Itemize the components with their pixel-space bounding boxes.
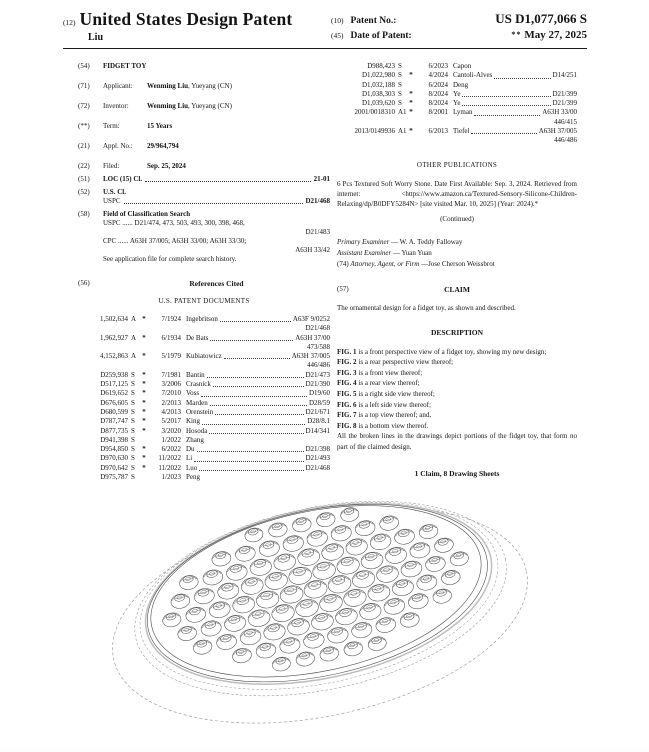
reference-row: D676,605 S * 2/2013 Marden D28/59 bbox=[100, 398, 330, 407]
patent-number: US D1,077,066 S bbox=[495, 11, 587, 26]
reference-row: 2013/0149936 A1 * 6/2013 Tiefel A63H 37/005 446/486 bbox=[354, 127, 577, 145]
field-loc-class: (51) LOC (15) Cl. 21-01 bbox=[78, 175, 330, 183]
field-classification-search: (58) Field of Classification Search USPC ...... D21/474, 473, 503, 493, 300, 398, 468, D21/483 CPC ...... A63H 37/005; A63H 33/00; A63H 33/30; A63H 33/42 See application file for complete search history. bbox=[78, 210, 330, 263]
figure-description-line: FIG. 8 is a bottom view thereof. bbox=[337, 421, 429, 430]
dot-leader bbox=[202, 417, 305, 424]
reference-row: D517,125 S * 3/2006 Crasnick D21/390 bbox=[100, 380, 330, 389]
reference-row: 2001/0018310 A1 * 8/2001 Lyman A63H 33/00 446/415 bbox=[354, 108, 577, 126]
dot-leader bbox=[209, 427, 303, 434]
figure-description-line: FIG. 2 is a rear perspective view thereof; bbox=[337, 358, 454, 367]
reference-row: D988,423 S 6/2023 Capon bbox=[367, 62, 472, 70]
right-column bbox=[337, 62, 577, 478]
page-title: United States Design Patent bbox=[79, 9, 293, 29]
dot-leader bbox=[194, 454, 303, 461]
header-right bbox=[321, 9, 587, 43]
reference-row: D877,735 S * 3/2020 Hosoda D14/341 bbox=[100, 426, 330, 435]
reference-row: D975,787 S 1/2023 Peng bbox=[100, 473, 200, 482]
other-publications-text: 6 Pcs Textured Soft Worry Stone. Date First Available: Sep. 3, 2024. Retrieved from internet: <https://www.amazon.ca/Textured-Sensory-Silicone-Children-Relaxing/dp/B0DFY5284N> [site visited Mar. 10, 2025] (Year: 2024).* bbox=[337, 179, 577, 208]
reference-row: 4,152,863 A * 5/1979 Kubiatowicz A63H 37/005 446/486 bbox=[100, 352, 330, 370]
term-asterisks: ** bbox=[511, 30, 522, 39]
assistant-examiner: Assistant Examiner — Yuan Yuan bbox=[337, 248, 432, 257]
dot-leader bbox=[215, 408, 303, 415]
reference-row: 1,962,927 A * 6/1934 De Bats A63H 37/00 473/588 bbox=[100, 333, 330, 351]
reference-row: D1,038,303 S * 8/2024 Ye D21/399 bbox=[361, 89, 577, 98]
claim-text: The ornamental design for a fidget toy, as shown and described. bbox=[337, 303, 516, 312]
date-code: (45) bbox=[331, 31, 344, 40]
inventor-surname: Liu bbox=[88, 32, 104, 43]
reference-row: D259,938 S * 7/1981 Bantin D21/473 bbox=[100, 370, 330, 379]
primary-examiner: Primary Examiner — W. A. Teddy Falloway bbox=[337, 237, 463, 246]
us-patent-documents-heading: U.S. PATENT DOCUMENTS bbox=[158, 297, 250, 305]
patent-no-code: (10) bbox=[331, 16, 344, 25]
field-title: (54) FIDGET TOY bbox=[78, 62, 147, 70]
field-appl-no: (21) Appl. No.: 29/964,794 bbox=[78, 142, 179, 150]
dot-leader bbox=[201, 389, 307, 396]
dot-leader bbox=[224, 352, 290, 359]
dot-leader bbox=[220, 315, 291, 322]
claims-sheets-note: 1 Claim, 8 Drawing Sheets bbox=[414, 468, 500, 478]
reference-row: D1,032,188 S 6/2024 Deng bbox=[361, 80, 469, 89]
reference-row: D970,630 S * 11/2022 Li D21/493 bbox=[100, 454, 330, 463]
dot-leader bbox=[213, 380, 304, 387]
date-label: Date of Patent: bbox=[350, 31, 412, 41]
dot-leader bbox=[474, 108, 540, 115]
figure-description-line: FIG. 4 is a rear view thereof; bbox=[337, 379, 420, 388]
left-column bbox=[78, 62, 330, 482]
field-applicant: (71) Applicant: Wenming Liu, Yueyang (CN) bbox=[78, 82, 232, 90]
dot-leader bbox=[207, 371, 304, 378]
attorney-agent-firm: (74) Attorney, Agent, or Firm —Jose Cherson Weissbrot bbox=[337, 259, 495, 268]
header-divider bbox=[63, 48, 587, 49]
header-left bbox=[63, 9, 321, 43]
reference-row: D941,398 S 1/2022 Zhang bbox=[100, 435, 204, 444]
references-cited-heading: (56) References Cited bbox=[78, 279, 244, 288]
figure-description-line: FIG. 3 is a front view thereof; bbox=[337, 368, 423, 377]
dot-leader bbox=[197, 445, 304, 452]
claim-heading: (57) CLAIM bbox=[337, 284, 470, 294]
field-us-class: (52) U.S. Cl. USPC D21/468 bbox=[78, 188, 330, 205]
field-inventor: (72) Inventor: Wenming Liu, Yueyang (CN) bbox=[78, 102, 232, 110]
figure-description-line: FIG. 7 is a top view thereof; and, bbox=[337, 411, 432, 420]
reference-row: D1,022,980 S * 4/2024 Cantoli-Alves D14/251 bbox=[361, 71, 577, 80]
references-table-left bbox=[78, 315, 330, 482]
figure-description-line: FIG. 6 is a left side view thereof; bbox=[337, 400, 431, 409]
reference-row: D619,652 S * 7/2010 Voss D19/60 bbox=[100, 389, 330, 398]
reference-row: D970,642 S * 11/2022 Luo D21/468 bbox=[100, 463, 330, 472]
continued-note: (Continued) bbox=[440, 214, 474, 223]
invention-title: FIDGET TOY bbox=[103, 62, 147, 70]
patent-no-label: Patent No.: bbox=[350, 16, 397, 26]
dot-leader bbox=[210, 399, 307, 406]
dot-leader bbox=[471, 127, 536, 134]
reference-row: D787,747 S * 5/2017 King D28/8.1 bbox=[100, 417, 330, 426]
field-filed: (22) Filed: Sep. 25, 2024 bbox=[78, 162, 186, 170]
dot-leader bbox=[462, 99, 550, 106]
figure-description-line: FIG. 1 is a front perspective view of a fidget toy, showing my new design; bbox=[337, 347, 547, 356]
reference-row: D1,039,620 S * 8/2024 Ye D21/399 bbox=[361, 99, 577, 108]
dot-leader bbox=[199, 464, 303, 471]
figure-description-line: FIG. 5 is a right side view thereof; bbox=[337, 390, 435, 399]
reference-row: 1,502,634 A * 7/1924 Ingebritson A63F 9/0252 D21/468 bbox=[100, 315, 330, 333]
dot-leader bbox=[462, 90, 550, 97]
dot-leader bbox=[145, 175, 311, 182]
patent-date: ** May 27, 2025 bbox=[511, 29, 587, 41]
dot-leader bbox=[124, 197, 303, 204]
figure-sheet bbox=[62, 486, 586, 747]
references-table-right bbox=[337, 62, 577, 146]
header bbox=[63, 9, 587, 43]
other-publications-heading: OTHER PUBLICATIONS bbox=[416, 160, 498, 169]
reference-row: D680,599 S * 4/2013 Orenstein D21/671 bbox=[100, 407, 330, 416]
description-heading: DESCRIPTION bbox=[430, 327, 484, 337]
dot-leader bbox=[210, 334, 293, 341]
figure-description-list bbox=[337, 347, 577, 432]
dot-leader bbox=[494, 71, 550, 78]
broken-lines-note: All the broken lines in the drawings depict portions of the fidget toy, that form no part of the claimed design. bbox=[337, 432, 577, 452]
field-term: (**) Term: 15 Years bbox=[78, 122, 173, 130]
kind-code: (12) bbox=[63, 18, 76, 27]
reference-row: D954,850 S * 6/2022 Du D21/398 bbox=[100, 445, 330, 454]
fidget-toy-perspective-drawing bbox=[62, 486, 586, 747]
